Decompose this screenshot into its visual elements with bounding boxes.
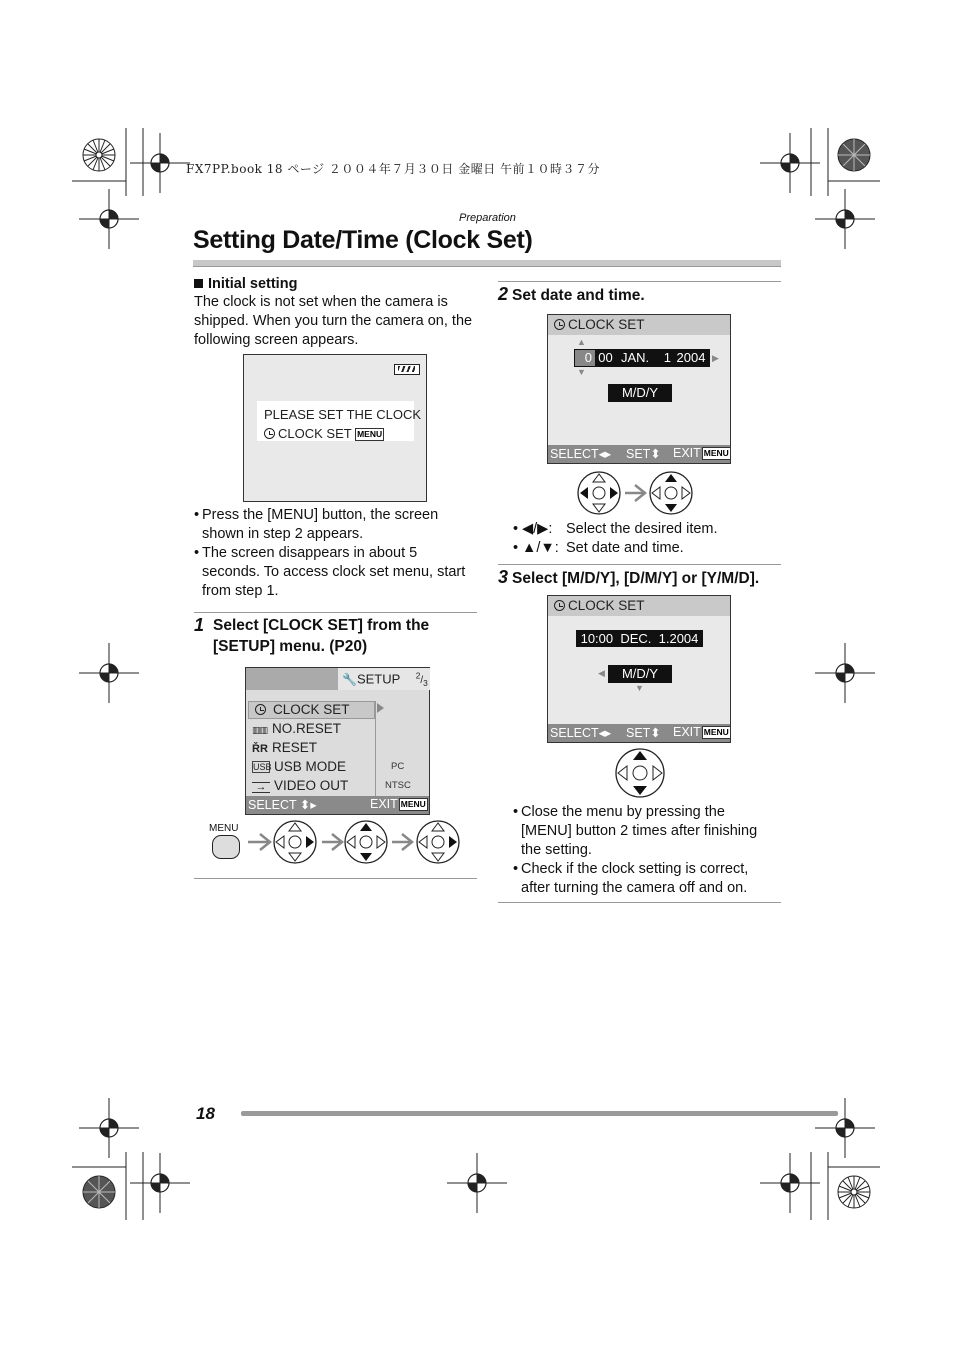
arrow-icon [625, 485, 645, 501]
menu-item-usb-mode[interactable]: USB USB MODE [253, 759, 347, 774]
usb-icon: USB [253, 762, 272, 772]
legend-item: • ◀/▶: Select the desired item. [513, 521, 718, 537]
dpad-left-right-icon [578, 472, 620, 514]
bullet-item: • Close the menu by pressing the [MENU] button 2 times after finishing the setting. [513, 804, 758, 858]
dpad-up-down-icon [616, 749, 664, 797]
step3-heading: 3 Select [M/D/Y], [D/M/Y] or [Y/M/D]. [498, 567, 760, 587]
menu-button[interactable] [212, 835, 240, 859]
up-arrow-icon: ▲ [577, 337, 586, 347]
step1-heading: 1 Select [CLOCK SET] from the [SETUP] menu. (P20) [194, 615, 430, 655]
select-hint: SELECT◂▸ [550, 726, 612, 740]
print-header: FX7PP.book 18 ページ ２００４年７月３０日 金曜日 午前１０時３７分 [186, 162, 601, 176]
select-hint: SELECT ⬍▸ [248, 798, 317, 812]
menu-item-no-reset[interactable]: ▥▥ NO.RESET [252, 721, 342, 736]
dpad-right-icon [274, 821, 316, 863]
clock-set-bottom-bar [548, 445, 730, 463]
clock-icon [264, 428, 275, 439]
menu-item-video-out[interactable]: → VIDEO OUT [252, 778, 348, 793]
step2-heading: 2 Set date and time. [498, 284, 645, 304]
set-hint: SET⬍ [626, 726, 661, 740]
select-hint: SELECT◂▸ [550, 447, 612, 461]
page-indicator: $^2/_3$ [415, 671, 428, 689]
bullet-item: • The screen disappears in about 5 seconds. To access clock set menu, start from step 1. [194, 545, 466, 599]
left-right-arrows-icon: ◂▸ [598, 726, 612, 740]
clock-icon [554, 600, 565, 611]
arrow-icon [322, 834, 342, 850]
left-arrow-icon: ◀ [598, 668, 605, 678]
clock-icon [255, 704, 266, 715]
menu-tag: MENU [357, 429, 383, 439]
page-number: 18 [196, 1104, 215, 1123]
month-field[interactable]: JAN. [621, 350, 650, 365]
bullet-item: • Press the [MENU] button, the screen shown in step 2 appears. [194, 507, 439, 542]
message-line1: PLEASE SET THE CLOCK [264, 407, 422, 422]
dpad-up-down-icon [650, 472, 692, 514]
clock-set-title-bar: CLOCK SET [548, 315, 730, 335]
step2-legend [513, 520, 781, 558]
initial-text: The clock is not set when the camera is shipped. When you turn the camera on, the following screen appears. [194, 294, 473, 348]
up-down-arrows-icon: ⬍ [650, 726, 661, 740]
menu-divider [375, 701, 376, 797]
right-arrow-icon [377, 703, 384, 713]
step2-button-sequence [575, 469, 697, 517]
date-format-field[interactable]: M/D/Y [608, 665, 672, 683]
date-format-field[interactable]: M/D/Y [608, 384, 672, 402]
exit-hint: EXIT MENU [370, 797, 426, 811]
video-out-value: NTSC [385, 780, 411, 791]
left-bottom-rule [194, 878, 477, 879]
right-bottom-rule [498, 902, 781, 903]
counter-icon: ▥▥ [252, 725, 268, 735]
initial-screen [243, 354, 427, 502]
down-arrow-icon: ▼ [577, 367, 586, 377]
clock-set-screen-format [547, 595, 731, 743]
up-down-arrows-icon: ⬍▸ [299, 798, 317, 812]
set-hint: SET⬍ [626, 447, 661, 461]
title-rule [193, 260, 781, 267]
left-right-arrows-icon: ◂▸ [598, 447, 612, 461]
exit-hint: EXIT MENU [673, 725, 729, 739]
initial-bullets [194, 506, 476, 601]
initial-heading: Initial setting [194, 276, 297, 292]
legend-item: • ▲/▼: Set date and time. [513, 540, 684, 556]
message-line2: CLOCK SET MENU [264, 424, 407, 443]
reset-icon: ŘR [252, 743, 268, 755]
day-field[interactable]: 1 [663, 350, 671, 365]
footer-rule [241, 1111, 838, 1116]
section-label: Preparation [459, 212, 516, 224]
step3-bullets [513, 803, 775, 898]
menu-item-clock-set[interactable]: CLOCK SET [252, 702, 350, 717]
down-arrow-icon: ▼ [635, 683, 644, 693]
page-title: Setting Date/Time (Clock Set) [193, 226, 533, 254]
right-arrow-icon: ▶ [712, 353, 719, 363]
step3-button [614, 747, 666, 799]
arrow-icon [392, 834, 412, 850]
arrow-icon [248, 834, 270, 850]
initial-message-box [257, 401, 422, 441]
exit-hint: EXIT MENU [673, 446, 729, 460]
step2-rule [498, 281, 781, 282]
datetime-display: 10:00 DEC. 1.2004 [576, 630, 703, 647]
clock-set-bottom-bar [548, 724, 730, 742]
wrench-icon: 🔧 [342, 672, 357, 687]
video-out-icon: → [252, 782, 270, 793]
hour-field[interactable]: 0 [575, 350, 595, 366]
clock-icon [554, 319, 565, 330]
usb-mode-value: PC [391, 761, 405, 772]
square-bullet-icon [194, 279, 203, 288]
menu-button-label: MENU [209, 823, 239, 834]
step3-rule [498, 564, 781, 565]
setup-tab: 🔧SETUP $^2/_3$ [338, 668, 430, 690]
battery-icon [394, 364, 420, 375]
minute-field[interactable]: 00 [598, 350, 613, 365]
year-field[interactable]: 2004 [676, 350, 706, 365]
up-down-arrows-icon: ⬍ [650, 447, 661, 461]
setup-menu-screen [245, 667, 430, 815]
dpad-right-icon [417, 821, 459, 863]
setup-tab-bar [246, 668, 338, 690]
menu-item-reset[interactable]: ŘR RESET [252, 740, 318, 755]
step1-rule [194, 612, 477, 613]
clock-set-title-bar: CLOCK SET [548, 596, 730, 616]
dpad-up-down-icon [345, 821, 387, 863]
step1-button-sequence [244, 818, 464, 866]
datetime-field[interactable] [574, 349, 710, 367]
clock-set-screen-date [547, 314, 731, 464]
bullet-item: • Check if the clock setting is correct, after turning the camera off and on. [513, 861, 749, 896]
setup-bottom-bar [246, 796, 429, 814]
